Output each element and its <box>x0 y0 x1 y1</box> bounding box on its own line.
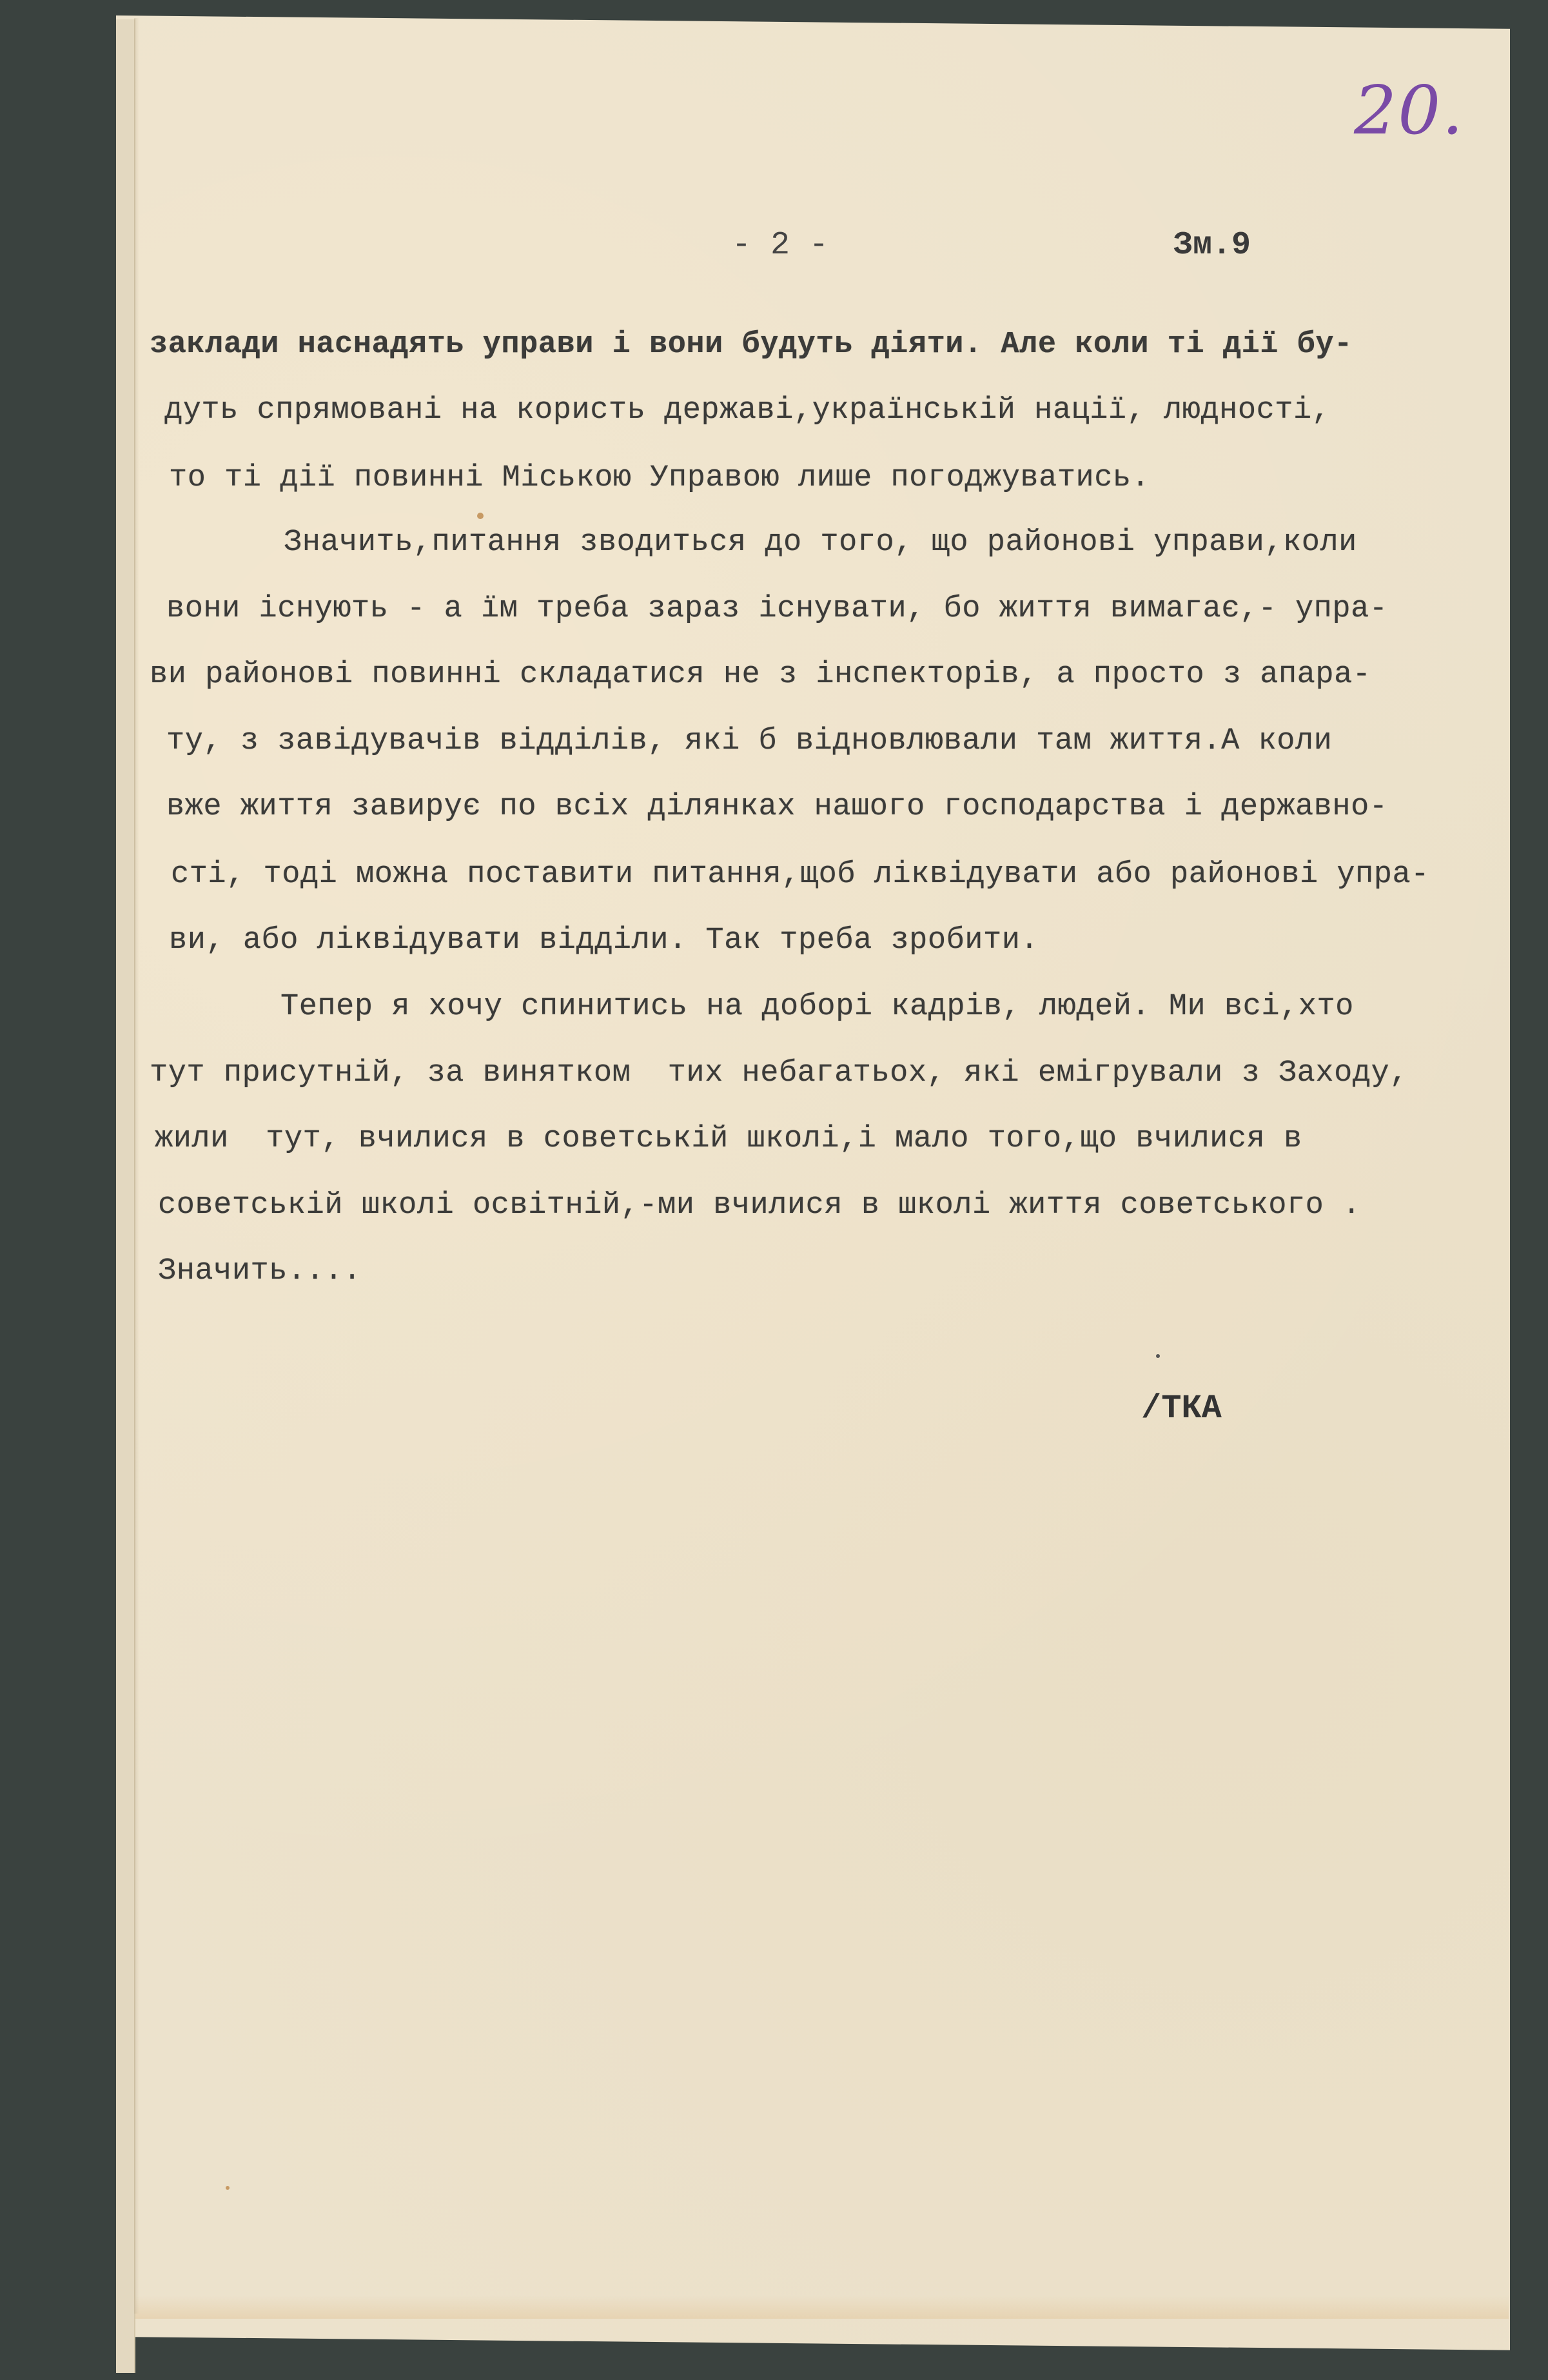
text-line: Тепер я хочу спинитись на доборі кадрів, людей. Ми всі,хто <box>280 990 1354 1024</box>
typist-initials: /ТКА <box>1141 1390 1222 1428</box>
text-line: тут присутній, за винятком тих небагатьох, які емігрували з Заходу, <box>150 1056 1408 1090</box>
text-line: вони існують - а їм треба зараз існувати, бо життя вимагає,- упра- <box>166 592 1388 626</box>
text-line: дуть спрямовані на користь державі,українській нації, людності, <box>164 393 1331 428</box>
text-line: Значить,питання зводиться до того, що районові управи,коли <box>284 526 1357 560</box>
handwritten-page-number: 20. <box>1354 71 1465 150</box>
text-line: ви, або ліквідувати відділи. Так треба зробити. <box>169 923 1039 958</box>
text-line: жили тут, вчилися в советській школі,і мало того,що вчилися в <box>155 1122 1302 1156</box>
text-line: Значить.... <box>158 1254 362 1288</box>
text-line: сті, тоді можна поставити питання,щоб ліквідувати або районові упра- <box>171 858 1429 892</box>
paper-speck <box>226 2186 230 2190</box>
paper-speck <box>477 513 484 519</box>
paper-speck <box>1156 1354 1160 1358</box>
text-line: ви районові повинні складатися не з інспекторів, а просто з апара- <box>150 658 1371 692</box>
text-line: то ті дії повинні Міською Управою лише погоджуватись. <box>169 461 1150 495</box>
text-line: заклади наснадять управи і вони будуть діяти. Але коли ті дії бу- <box>150 328 1353 362</box>
document-reference-code: Зм.9 <box>1173 227 1251 264</box>
typed-page-marker: - 2 - <box>732 227 829 264</box>
text-line: ту, з завідувачів відділів, які б відновлювали там життя.А коли <box>166 724 1333 758</box>
text-line: вже життя завирує по всіх ділянках нашого господарства і державно- <box>166 790 1388 824</box>
text-line: советській школі освітній,-ми вчилися в школі життя советського . <box>158 1188 1361 1223</box>
